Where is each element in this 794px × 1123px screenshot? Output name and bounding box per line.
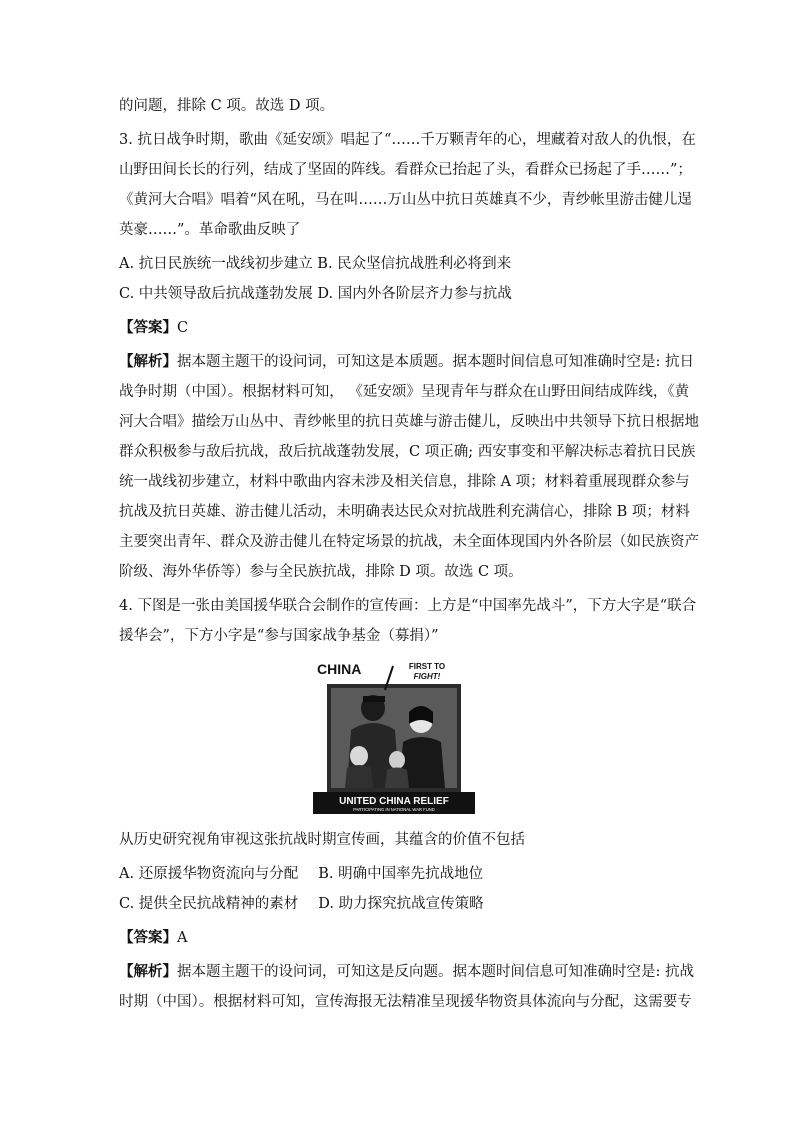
poster-top-left-text: CHINA <box>317 661 362 677</box>
explanation-tag: 【解析】 <box>119 353 177 370</box>
question-3-options <box>119 254 679 304</box>
answer-value: C <box>177 320 189 336</box>
option-c: C. 提供全民抗战精神的素材 <box>119 896 299 912</box>
question-4-line: 从历史研究视角审视这张抗战时期宣传画，其蕴含的价值不包括 <box>119 832 525 848</box>
option-line: A. 抗日民族统一战线初步建立 B. 民众坚信抗战胜利必将到来 <box>119 256 512 272</box>
question-3-line: 3. 抗日战争时期，歌曲《延安颂》唱起了“……千万颗青年的心，埋藏着对敌人的仇恨，在 <box>119 132 696 148</box>
option-b: B. 明确中国率先抗战地位 <box>318 866 484 882</box>
option-d: D. 助力探究抗战宣传策略 <box>318 896 484 912</box>
answer-value: A <box>177 930 188 946</box>
answer-tag: 【答案】 <box>119 319 177 336</box>
answer-tag: 【答案】 <box>119 929 177 946</box>
poster-bottom-small-text: PARTICIPATING IN NATIONAL WAR FUND <box>353 807 435 812</box>
document-body <box>119 96 699 1026</box>
explanation-line: 时期（中国）。根据材料可知，宣传海报无法精准呈现援华物资具体流向与分配，这需要专 <box>119 994 692 1010</box>
question-4-options <box>119 864 679 914</box>
explanation-line: 群众积极参与敌后抗战，敌后抗战蓬勃发展，C 项正确; 西安事变和平解决标志着抗日民族 <box>119 444 696 460</box>
question-3-line: 英豪……”。革命歌曲反映了 <box>119 222 301 238</box>
poster-top-right-line-2: FIGHT! <box>413 672 441 681</box>
explanation-text: 据本题主题干的设问词，可知这是反向题。据本题时间信息可知准确时空是: 抗战 <box>177 964 694 980</box>
question-4-line: 4. 下图是一张由美国援华联合会制作的宣传画：上方是“中国率先战斗”，下方大字是“联合 <box>119 598 697 614</box>
question-3-explanation <box>119 352 699 582</box>
propaganda-poster-image <box>313 660 475 814</box>
explanation-line: 河大合唱》描绘万山丛中、青纱帐里的抗日英雄与游击健儿，反映出中共领导下抗日根据地 <box>119 414 699 430</box>
question-3-line: 山野田间长长的行列，结成了坚固的阵线。看群众已抬起了头，看群众已扬起了手……”； <box>119 162 692 178</box>
question-3 <box>119 130 696 240</box>
prev-question-tail <box>119 96 679 116</box>
text-line: 的问题，排除 C 项。故选 D 项。 <box>119 98 335 114</box>
option-a: A. 还原援华物资流向与分配 <box>119 866 299 882</box>
explanation-line: 阶级、海外华侨等）参与全民族抗战，排除 D 项。故选 C 项。 <box>119 564 523 580</box>
question-4-explanation <box>119 962 694 1012</box>
explanation-line: 主要突出青年、群众及游击健儿在特定场景的抗战，未全面体现国内外各阶层（如民族资产 <box>119 534 699 550</box>
option-line: C. 中共领导敌后抗战蓬勃发展 D. 国内外各阶层齐力参与抗战 <box>119 286 512 302</box>
explanation-line: 抗战及抗日英雄、游击健儿活动，未明确表达民众对抗战胜利充满信心，排除 B 项；材料 <box>119 504 690 520</box>
question-4 <box>119 596 697 646</box>
question-3-line: 《黄河大合唱》唱着“风在吼，马在叫……万山丛中抗日英雄真不少，青纱帐里游击健儿逞 <box>119 192 692 208</box>
explanation-line: 统一战线初步建立，材料中歌曲内容未涉及相关信息，排除 A 项；材料着重展现群众参与 <box>119 474 690 490</box>
question-3-answer <box>119 318 679 338</box>
explanation-text: 据本题主题干的设问词，可知这是本质题。据本题时间信息可知准确时空是: 抗日 <box>177 354 694 370</box>
question-4-line: 援华会”，下方小字是“参与国家战争基金（募捐）” <box>119 628 439 644</box>
poster-top-right-line-1: FIRST TO <box>408 662 446 671</box>
explanation-line: 战争时期（中国）。根据材料可知， 《延安颂》呈现青年与群众在山野田间结成阵线，《黄 <box>119 384 690 400</box>
explanation-tag: 【解析】 <box>119 963 177 980</box>
figure-container <box>119 660 679 820</box>
question-4-prompt <box>119 830 679 850</box>
question-4-answer <box>119 928 679 948</box>
poster-bottom-main-text: UNITED CHINA RELIEF <box>339 796 449 807</box>
